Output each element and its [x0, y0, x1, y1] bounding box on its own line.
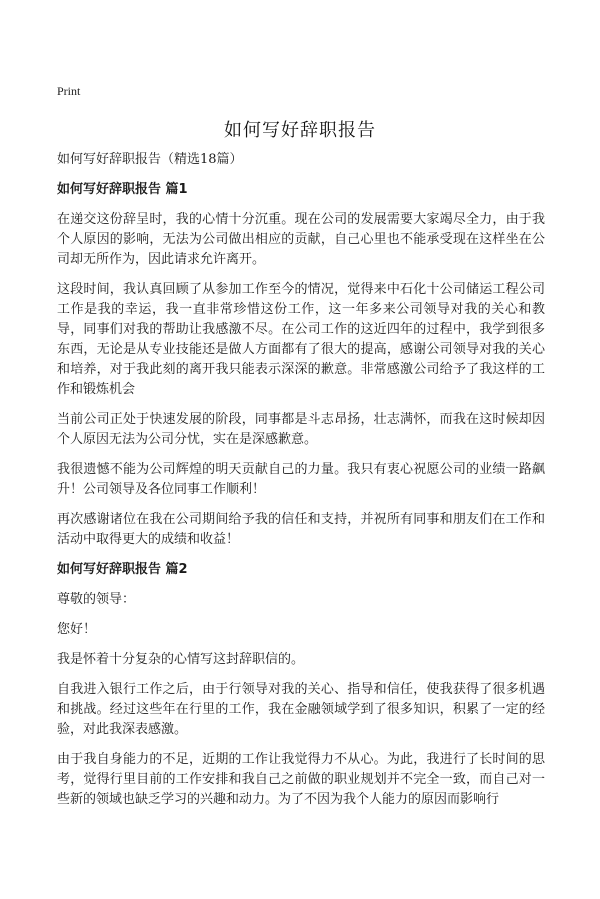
- document-content: [57, 150, 545, 820]
- paragraph: 当前公司正处于快速发展的阶段，同事都是斗志昂扬，壮志满怀，而我在这时候却因个人原因无法为公司分忧，实在是深感歉意。: [57, 412, 545, 447]
- salutation: 尊敬的领导：: [57, 592, 136, 607]
- paragraph: 自我进入银行工作之后，由于行领导对我的关心、指导和信任，使我获得了很多机遇和挑战。经过这些年在行里的工作，我在金融领域学到了很多知识，积累了一定的经验，对此我深表感激。: [57, 682, 545, 737]
- section-2: [57, 560, 545, 810]
- section-heading: 如何写好辞职报告 篇1: [57, 182, 188, 197]
- document-title: 如何写好辞职报告: [224, 120, 376, 141]
- paragraph: 由于我自身能力的不足，近期的工作让我觉得力不从心。为此，我进行了长时间的思考，觉得行里目前的工作安排和我自己之前做的职业规划并不完全一致，而自己对一些新的领域也缺乏学习的兴趣和动力。为了不因为我个人能力的原因而影响行: [57, 752, 545, 807]
- paragraph: 在递交这份辞呈时，我的心情十分沉重。现在公司的发展需要大家竭尽全力，由于我个人原因的影响，无法为公司做出相应的贡献，自己心里也不能承受现在这样坐在公司却无所作为，因此请求允许离开。: [57, 212, 545, 267]
- document-subtitle: 如何写好辞职报告（精选18篇）: [57, 152, 243, 167]
- paragraph: 我很遗憾不能为公司辉煌的明天贡献自己的力量。我只有衷心祝愿公司的业绩一路飙升！公司领导及各位同事工作顺利！: [57, 462, 545, 497]
- greeting: 您好！: [57, 622, 97, 637]
- section-heading: 如何写好辞职报告 篇2: [57, 562, 188, 577]
- paragraph: 这段时间，我认真回顾了从参加工作至今的情况，觉得来中石化十公司储运工程公司工作是我的幸运，我一直非常珍惜这份工作，这一年多来公司领导对我的关心和教导，同事们对我的帮助让我感激不尽。在公司工作的这近四年的过程中，我学到很多东西，无论是从专业技能还是做人方面都有了很大的提高，感谢公司领导对我的关心和培养，对于我此刻的离开我只能表示深深的歉意。非常感激公司给予了我这样的工作和锻炼机会: [57, 282, 545, 397]
- print-label: Print: [57, 84, 81, 98]
- paragraph: 再次感谢诸位在我在公司期间给予我的信任和支持，并祝所有同事和朋友们在工作和活动中取得更大的成绩和收益！: [57, 512, 545, 547]
- section-1: [57, 180, 545, 550]
- paragraph: 我是怀着十分复杂的心情写这封辞职信的。: [57, 652, 305, 667]
